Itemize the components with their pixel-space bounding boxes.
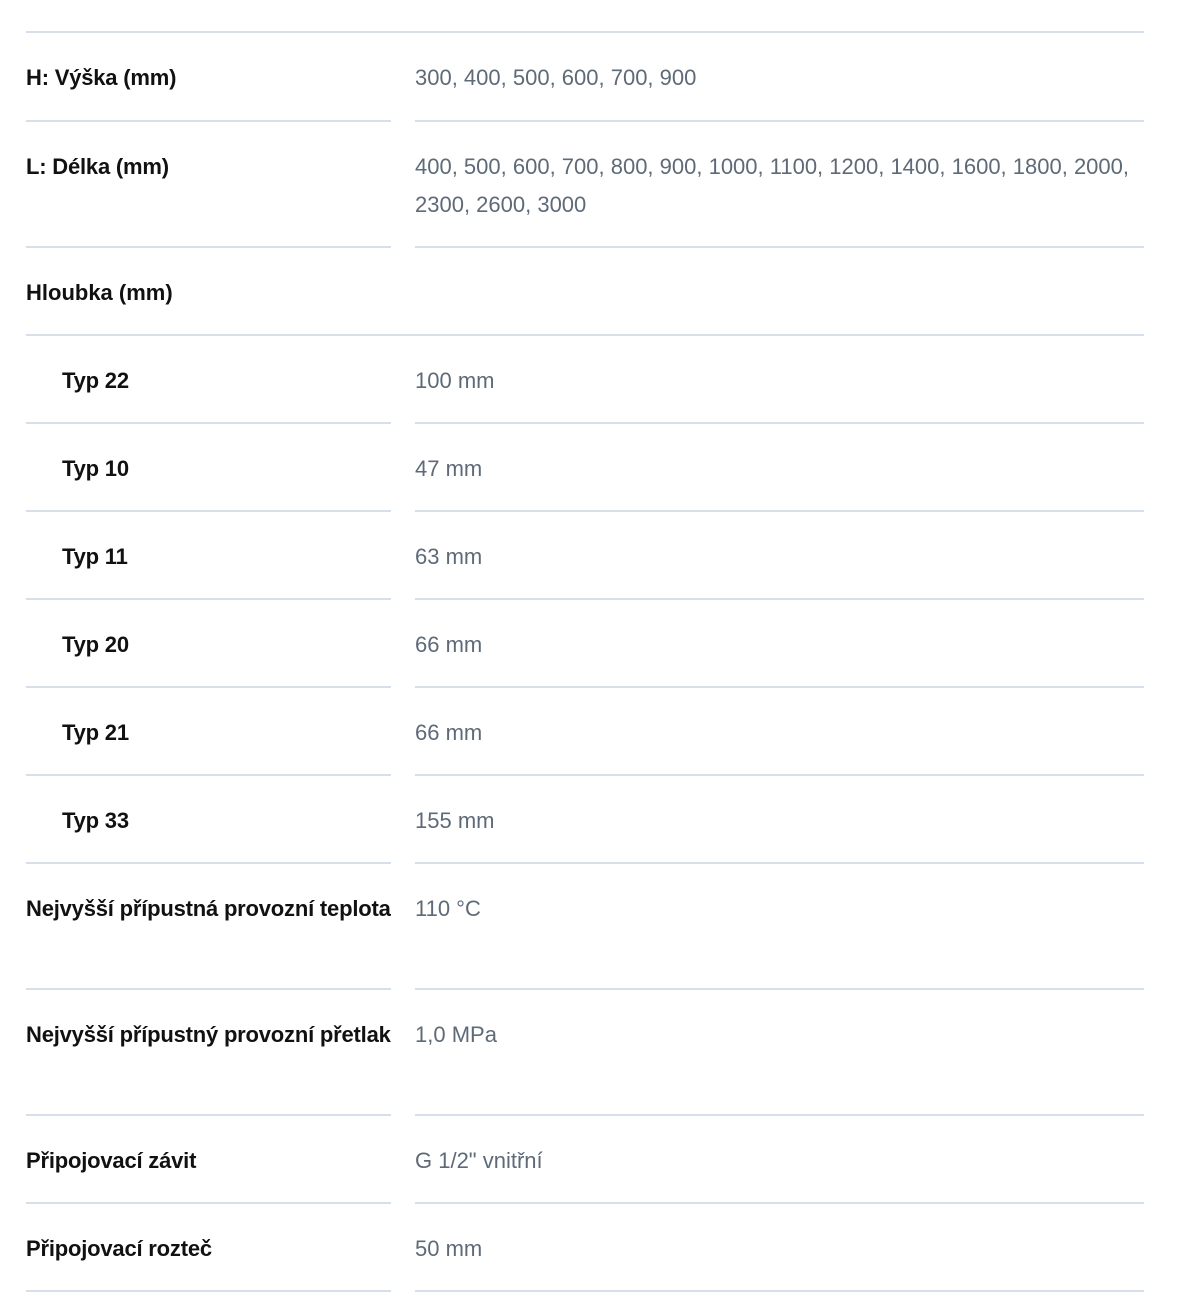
spec-value: 110 °C — [415, 864, 1144, 990]
spec-value: 63 mm — [415, 512, 1144, 600]
spec-label: Typ 21 — [26, 688, 391, 776]
spec-value: 400, 500, 600, 700, 800, 900, 1000, 1100, 1200, 1400, 1600, 1800, 2000, 2300, 2600, 3000 — [415, 122, 1144, 248]
spec-label: Typ 11 — [26, 512, 391, 600]
spec-label: Typ 20 — [26, 600, 391, 688]
spec-value: 100 mm — [415, 336, 1144, 424]
spec-label: Typ 33 — [26, 776, 391, 864]
spec-row-height — [26, 33, 1144, 122]
spec-value: 155 mm — [415, 776, 1144, 864]
spec-value: 1,0 MPa — [415, 990, 1144, 1116]
spec-label: Připojovací závit — [26, 1116, 391, 1204]
spec-row-length — [26, 122, 1144, 248]
spec-label: L: Délka (mm) — [26, 122, 391, 248]
spec-value: 50 mm — [415, 1204, 1144, 1292]
spec-label: Typ 22 — [26, 336, 391, 424]
spec-row-spacing — [26, 1204, 1144, 1292]
spec-label: Nejvyšší přípustný provozní přetlak — [26, 990, 391, 1116]
spec-row-typ22 — [26, 336, 1144, 424]
spec-row-typ33 — [26, 776, 1144, 864]
spec-row-typ10 — [26, 424, 1144, 512]
spec-row-max-temperature — [26, 864, 1144, 990]
spec-group-depth — [26, 248, 1144, 336]
spec-row-typ11 — [26, 512, 1144, 600]
spec-value: 300, 400, 500, 600, 700, 900 — [415, 33, 1144, 122]
spec-label: H: Výška (mm) — [26, 33, 391, 122]
spec-row-typ21 — [26, 688, 1144, 776]
spec-value: G 1/2" vnitřní — [415, 1116, 1144, 1204]
spec-row-max-pressure — [26, 990, 1144, 1116]
spec-label: Typ 10 — [26, 424, 391, 512]
spec-value: 66 mm — [415, 688, 1144, 776]
spec-row-thread — [26, 1116, 1144, 1204]
spec-group-label: Hloubka (mm) — [26, 248, 1144, 336]
spec-table — [26, 31, 1144, 1292]
spec-value: 47 mm — [415, 424, 1144, 512]
spec-value: 66 mm — [415, 600, 1144, 688]
spec-row-typ20 — [26, 600, 1144, 688]
spec-label: Připojovací rozteč — [26, 1204, 391, 1292]
spec-label: Nejvyšší přípustná provozní teplota — [26, 864, 391, 990]
